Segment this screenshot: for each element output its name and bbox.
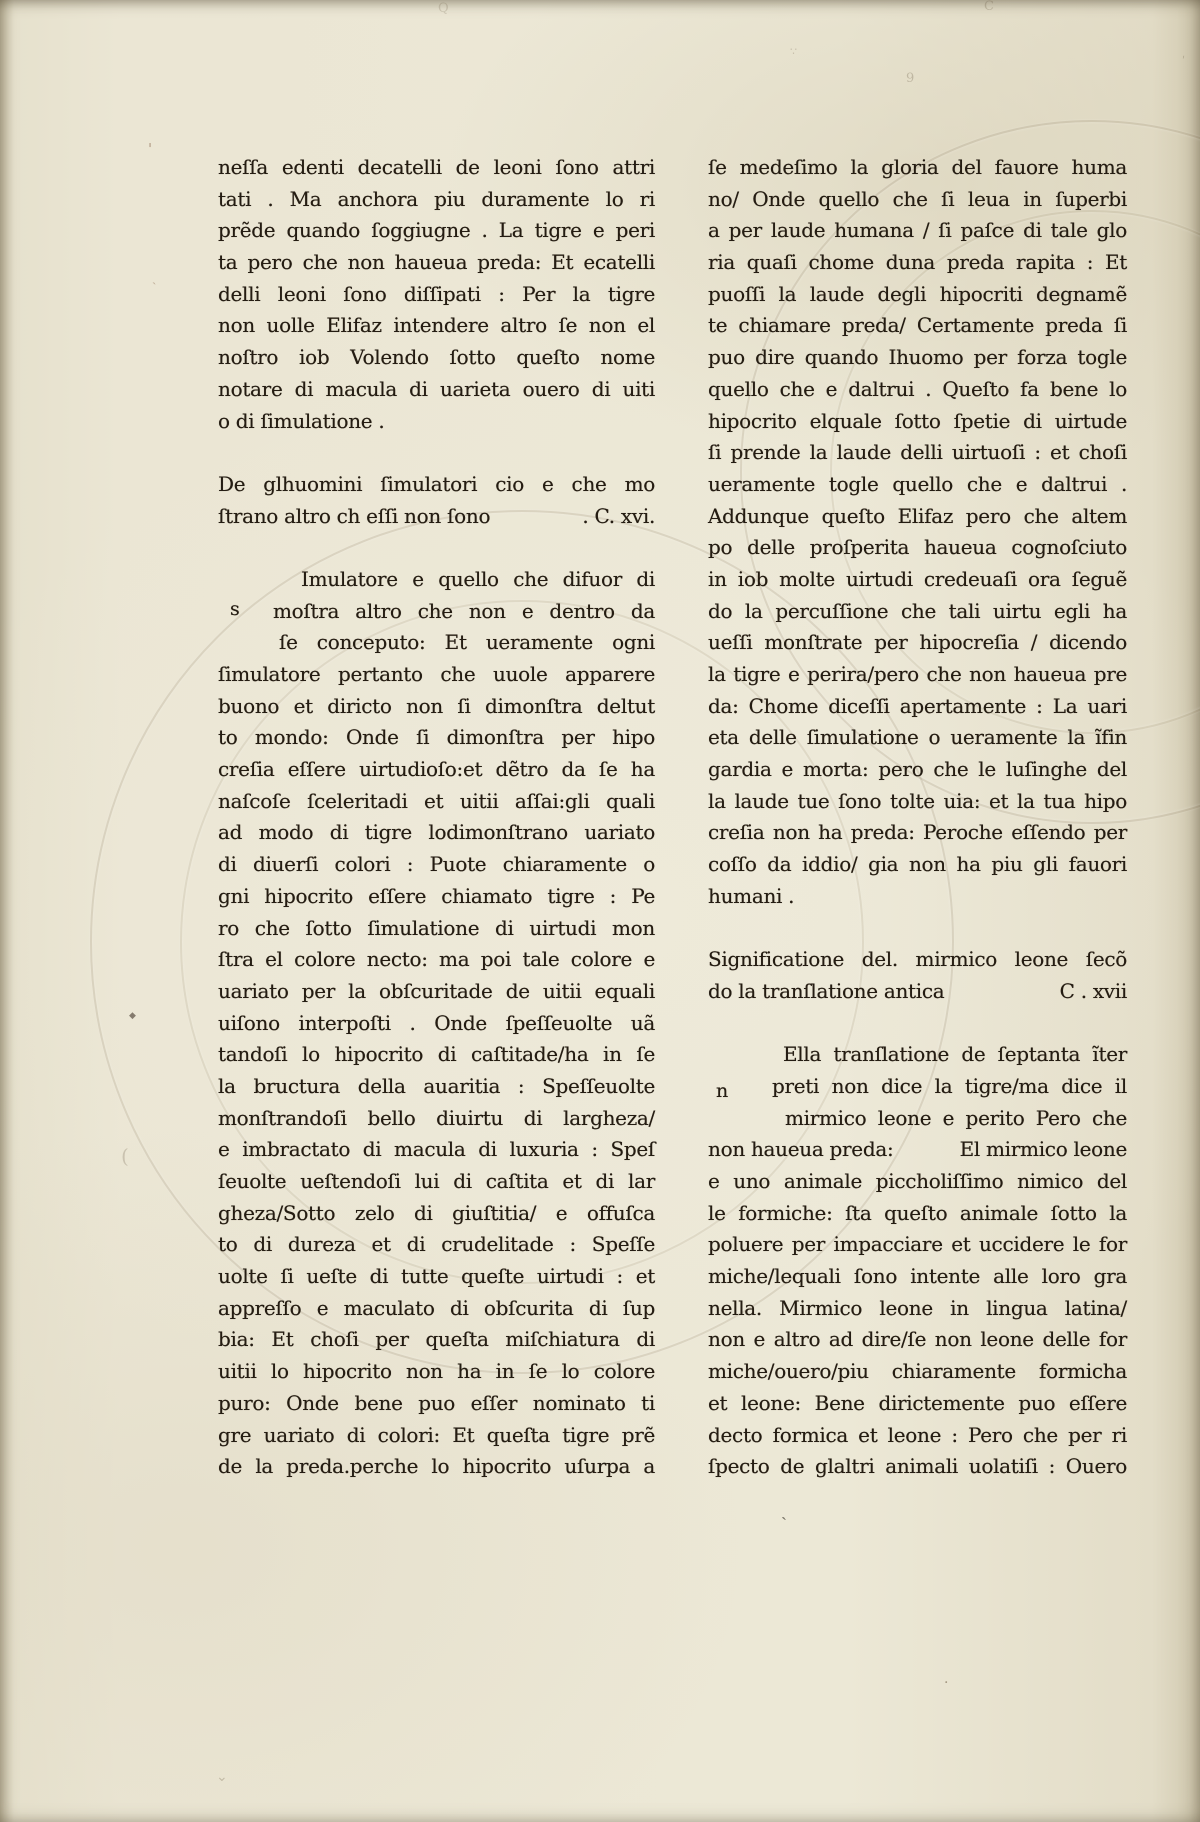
text-line: uariato per la obſcuritade de uitii equali [218,978,655,1003]
text-line: neſſa edenti decatelli de leoni ſono attri [218,155,655,179]
text-line: miche/lequali ſono intente alle loro gra [708,1264,1127,1289]
text-line: ſe conceputo: Et ueramente ogni [279,630,655,655]
text-line: e uno animale piccholiſſimo nimico del [708,1169,1127,1193]
text-line: noſtro iob Volendo ſotto queſto nome [218,345,655,370]
ink-mark: ∵ [790,45,797,58]
text-line [218,501,655,533]
text-line: gardia e morta: pero che le luſinghe del [708,757,1127,782]
text-line: Ella tranſlatione de ſeptanta ĩter [783,1042,1127,1067]
ink-mark: ⌄ [216,1769,228,1785]
text-line: po delle proſperita haueua cognoſciuto [708,535,1127,560]
ink-mark: ʹ [1182,55,1186,68]
text-line: mirmico leone e perito Pero che [785,1105,1127,1130]
text-line [708,913,1127,945]
text-line: buono et diricto non ſi dimonſtra deltut [218,693,655,718]
text-line: bia: Et choſi per queſta miſchiatura di [218,1327,655,1352]
text-line [708,1134,1127,1166]
text-line: do la percuſſione che tali uirtu egli ha [708,598,1127,623]
text-line: creſia non ha preda: Peroche eſſendo per [708,820,1127,845]
text-line-part: ſtrano altro ch eſſi non ſono [218,503,491,528]
text-line: moſtra altro che non e dentro da [273,598,655,623]
text-line: De glhuomini ſimulatori cio e che mo [218,471,655,496]
ink-mark: · [944,1675,949,1691]
guide-letter: n [716,1080,729,1102]
text-line: ad modo di tigre lodimonſtrano uariato [218,820,655,845]
text-line: appreſſo e maculato di obſcurita di ſup [218,1295,655,1320]
ink-mark: 9 [906,71,915,86]
text-line: la laude tue ſono tolte uia: et la tua hipo [708,788,1127,813]
text-line: coſſo da iddio/ gia non ha piu gli fauori [708,852,1127,877]
text-line: te chiamare preda/ Certamente preda ſi [708,313,1127,338]
text-line: ro che ſotto ſimulatione di uirtudi mon [218,915,655,940]
text-line: in iob molte uirtudi credeuaſi ora ſeguẽ [708,566,1127,591]
guide-letter: s [230,598,240,620]
text-line [708,1008,1127,1040]
text-line: et leone: Bene dirictemente puo eſſere [708,1390,1127,1415]
text-line: monſtrandoſi bello diuirtu di largheza/ [218,1105,655,1130]
text-line: ſimulatore pertanto che uuole apparere [218,662,655,686]
text-line: di diuerſi colori : Puote chiaramente o [218,852,655,877]
ink-mark: Q [438,1,449,16]
text-line: prẽde quando ſoggiugne . La tigre e peri [218,218,655,243]
text-line: gheza/Sotto zelo di giuſtitia/ e offuſca [218,1200,655,1225]
text-column-right [708,152,1127,1483]
text-line: ſi prende la laude delli uirtuoſi : et choſi [708,440,1127,465]
text-column-left [218,152,655,1483]
text-line [708,976,1127,1008]
text-line: tati . Ma anchora piu duramente lo ri [218,186,655,211]
text-line: e imbractato di macula di luxuria : Speſ [218,1137,655,1162]
text-line: la tigre e perira/pero che non haueua pre [708,662,1127,686]
ink-mark: ꞌ [148,140,153,158]
text-line: no/ Onde quello che ſi leua in ſuperbi [708,186,1127,211]
ink-mark: ◆ [129,1011,136,1021]
text-line: Imulatore e quello che difuor di [301,566,655,591]
text-line-part: El mirmico leone [959,1137,1127,1162]
text-line: o di ſimulatione . [218,408,385,433]
text-line: to di dureza et di crudelitade : Speſſe [218,1232,655,1257]
text-line: delli leoni ſono diſſipati : Per la tigre [218,281,655,306]
text-line: gre uariato di colori: Et queſta tigre prẽ [218,1422,655,1447]
text-line: non e altro ad dire/ſe non leone delle for [708,1327,1127,1352]
text-line [218,532,655,564]
text-line: notare di macula di uarieta ouero di uiti [218,376,655,401]
text-line: ueſſi monſtrate per hipocreſia / dicendo [708,630,1127,655]
text-line: poluere per impacciare et uccidere le for [708,1232,1127,1257]
text-line [218,437,655,469]
text-line-part: C . xvii [1059,978,1127,1003]
text-line: puro: Onde bene puo eſſer nominato ti [218,1390,655,1415]
text-line: tandoſi lo hipocrito di caſtitade/ha in ſe [218,1042,655,1067]
text-line: gni hipocrito eſſere chiamato tigre : Pe [218,883,655,908]
text-line: miche/ouero/piu chiaramente formicha [708,1359,1127,1384]
text-line: le formiche: ſta queſto animale ſotto la [708,1200,1127,1225]
text-line: decto formica et leone : Pero che per ri [708,1422,1127,1447]
text-line-part: . C. xvi. [582,503,655,528]
text-line: ta pero che non haueua preda: Et ecatelli [218,250,655,275]
text-line: uolte ſi ueſte di tutte queſte uirtudi : et [218,1264,655,1289]
text-line: ſtra el colore necto: ma poi tale colore e [218,947,655,972]
text-line: la bructura della auaritia : Speſſeuolte [218,1073,655,1098]
ink-mark: ˏ [152,271,157,286]
text-line: ria quaſi chome duna preda rapita : Et [708,250,1127,275]
text-line: ſpecto de glaltri animali uolatiſi : Ouero [708,1454,1127,1479]
text-line: uitii lo hipocrito non ha in ſe lo colore [218,1359,655,1384]
text-line-part: do la tranſlatione antica [708,978,945,1003]
text-line-part: non haueua preda: [708,1137,894,1162]
text-line: ueramente togle quello che e daltrui . [708,471,1127,496]
text-line: non uolle Elifaz intendere altro ſe non el [218,313,655,338]
text-line: to mondo: Onde ſi dimonſtra per hipo [218,725,655,750]
text-line: ſeuolte ueſtendoſi lui di caſtita et di lar [218,1169,655,1193]
text-line: da: Chome diceſſi apertamente : La uari [708,693,1127,718]
text-line: puo dire quando Ihuomo per forza togle [708,345,1127,370]
text-line: nella. Mirmico leone in lingua latina/ [708,1295,1127,1320]
text-line: a per laude humana / ſi paſce di tale glo [708,218,1127,243]
text-line: hipocrito elquale ſotto ſpetie di uirtude [708,408,1127,433]
text-line: creſia eſſere uirtudioſo:et dẽtro da ſe ha [218,757,655,782]
text-line: puoſſi la laude degli hipocriti degnamẽ [708,281,1127,306]
ink-mark: ( [121,1144,129,1168]
text-line: uiſono interpoſti . Onde ſpeſſeuolte uã [218,1010,655,1035]
text-line: humani . [708,883,795,908]
text-line: quello che e daltrui . Queſto fa bene lo [708,376,1127,401]
text-line: ſe medeſimo la gloria del fauore huma [708,155,1127,179]
text-line: de la preda.perche lo hipocrito uſurpa a [218,1454,655,1479]
text-line: Addunque queſto Elifaz pero che altem [708,503,1127,528]
text-line: naſcoſe ſceleritadi et uitii aſſai:gli quali [218,788,655,813]
ink-mark: ˎ [781,1500,787,1521]
text-line: preti non dice la tigre/ma dice il [772,1073,1127,1098]
text-line: eta delle ſimulatione o ueramente la ĩfin [708,725,1127,750]
ink-mark: C [984,0,994,14]
text-line: Significatione del. mirmico leone ſecõ [708,947,1127,972]
